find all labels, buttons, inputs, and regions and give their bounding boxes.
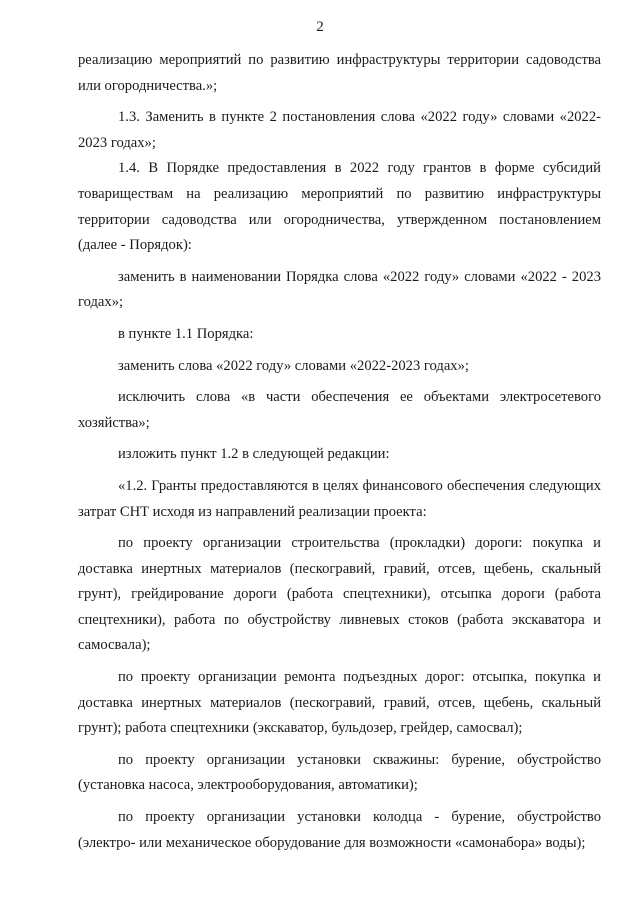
paragraph-exclude-words: исключить слова «в части обеспечения ее объектами электросетевого хозяйства»; (78, 389, 601, 431)
paragraph-point-1-1: в пункте 1.1 Порядка: (118, 325, 254, 342)
page-number: 2 (316, 19, 324, 35)
paragraph-well-borehole: по проекту организации установки скважины: бурение, обустройство (установка насоса, электрооборудования, автоматики); (78, 751, 601, 794)
paragraph-road-repair: по проекту организации ремонта подъездных дорог: отсыпка, покупка и доставка инертных материалов (пескогравий, гравий, отсев, щебень, скальный грунт); работа спецтехники (экскаватор, бульдозер, грейдер, самосвал); (78, 669, 601, 737)
document-body (78, 48, 601, 856)
paragraph-well-shaft: по проекту организации установки колодца - бурение, обустройство (электро- или механическое оборудование для возможности «самонабора» воды); (78, 809, 601, 851)
paragraph-new-edition: изложить пункт 1.2 в следующей редакции: (118, 446, 390, 463)
paragraph-road-construction: по проекту организации строительства (прокладки) дороги: покупка и доставка инертных материалов (пескогравий, гравий, отсев, щебень, скальный грунт), грейдирование дороги (работа спецтехники), отсыпка дороги (работа спецтехники), работа по обустройству ливневых стоков (работа экскаватора и самосвала); (78, 535, 601, 654)
paragraph-replace-words: заменить слова «2022 году» словами «2022-2023 годах»; (118, 357, 469, 374)
paragraph-1-4: 1.4. В Порядке предоставления в 2022 году грантов в форме субсидий товариществам на реализацию мероприятий по развитию инфраструктуры территории садоводства или огородничества, утвержденном постановлением (далее - Порядок): (78, 160, 601, 254)
paragraph-1-2: «1.2. Гранты предоставляются в целях финансового обеспечения следующих затрат СНТ исходя из направлений реализации проекта: (78, 477, 601, 520)
paragraph-1-3: 1.3. Заменить в пункте 2 постановления слова «2022 году» словами «2022-2023 годах»; (78, 109, 601, 151)
paragraph-rename-title: заменить в наименовании Порядка слова «2022 году» словами «2022 - 2023 годах»; (78, 268, 601, 311)
paragraph-continuation: реализацию мероприятий по развитию инфраструктуры территории садоводства или огородничества.»; (78, 52, 601, 94)
